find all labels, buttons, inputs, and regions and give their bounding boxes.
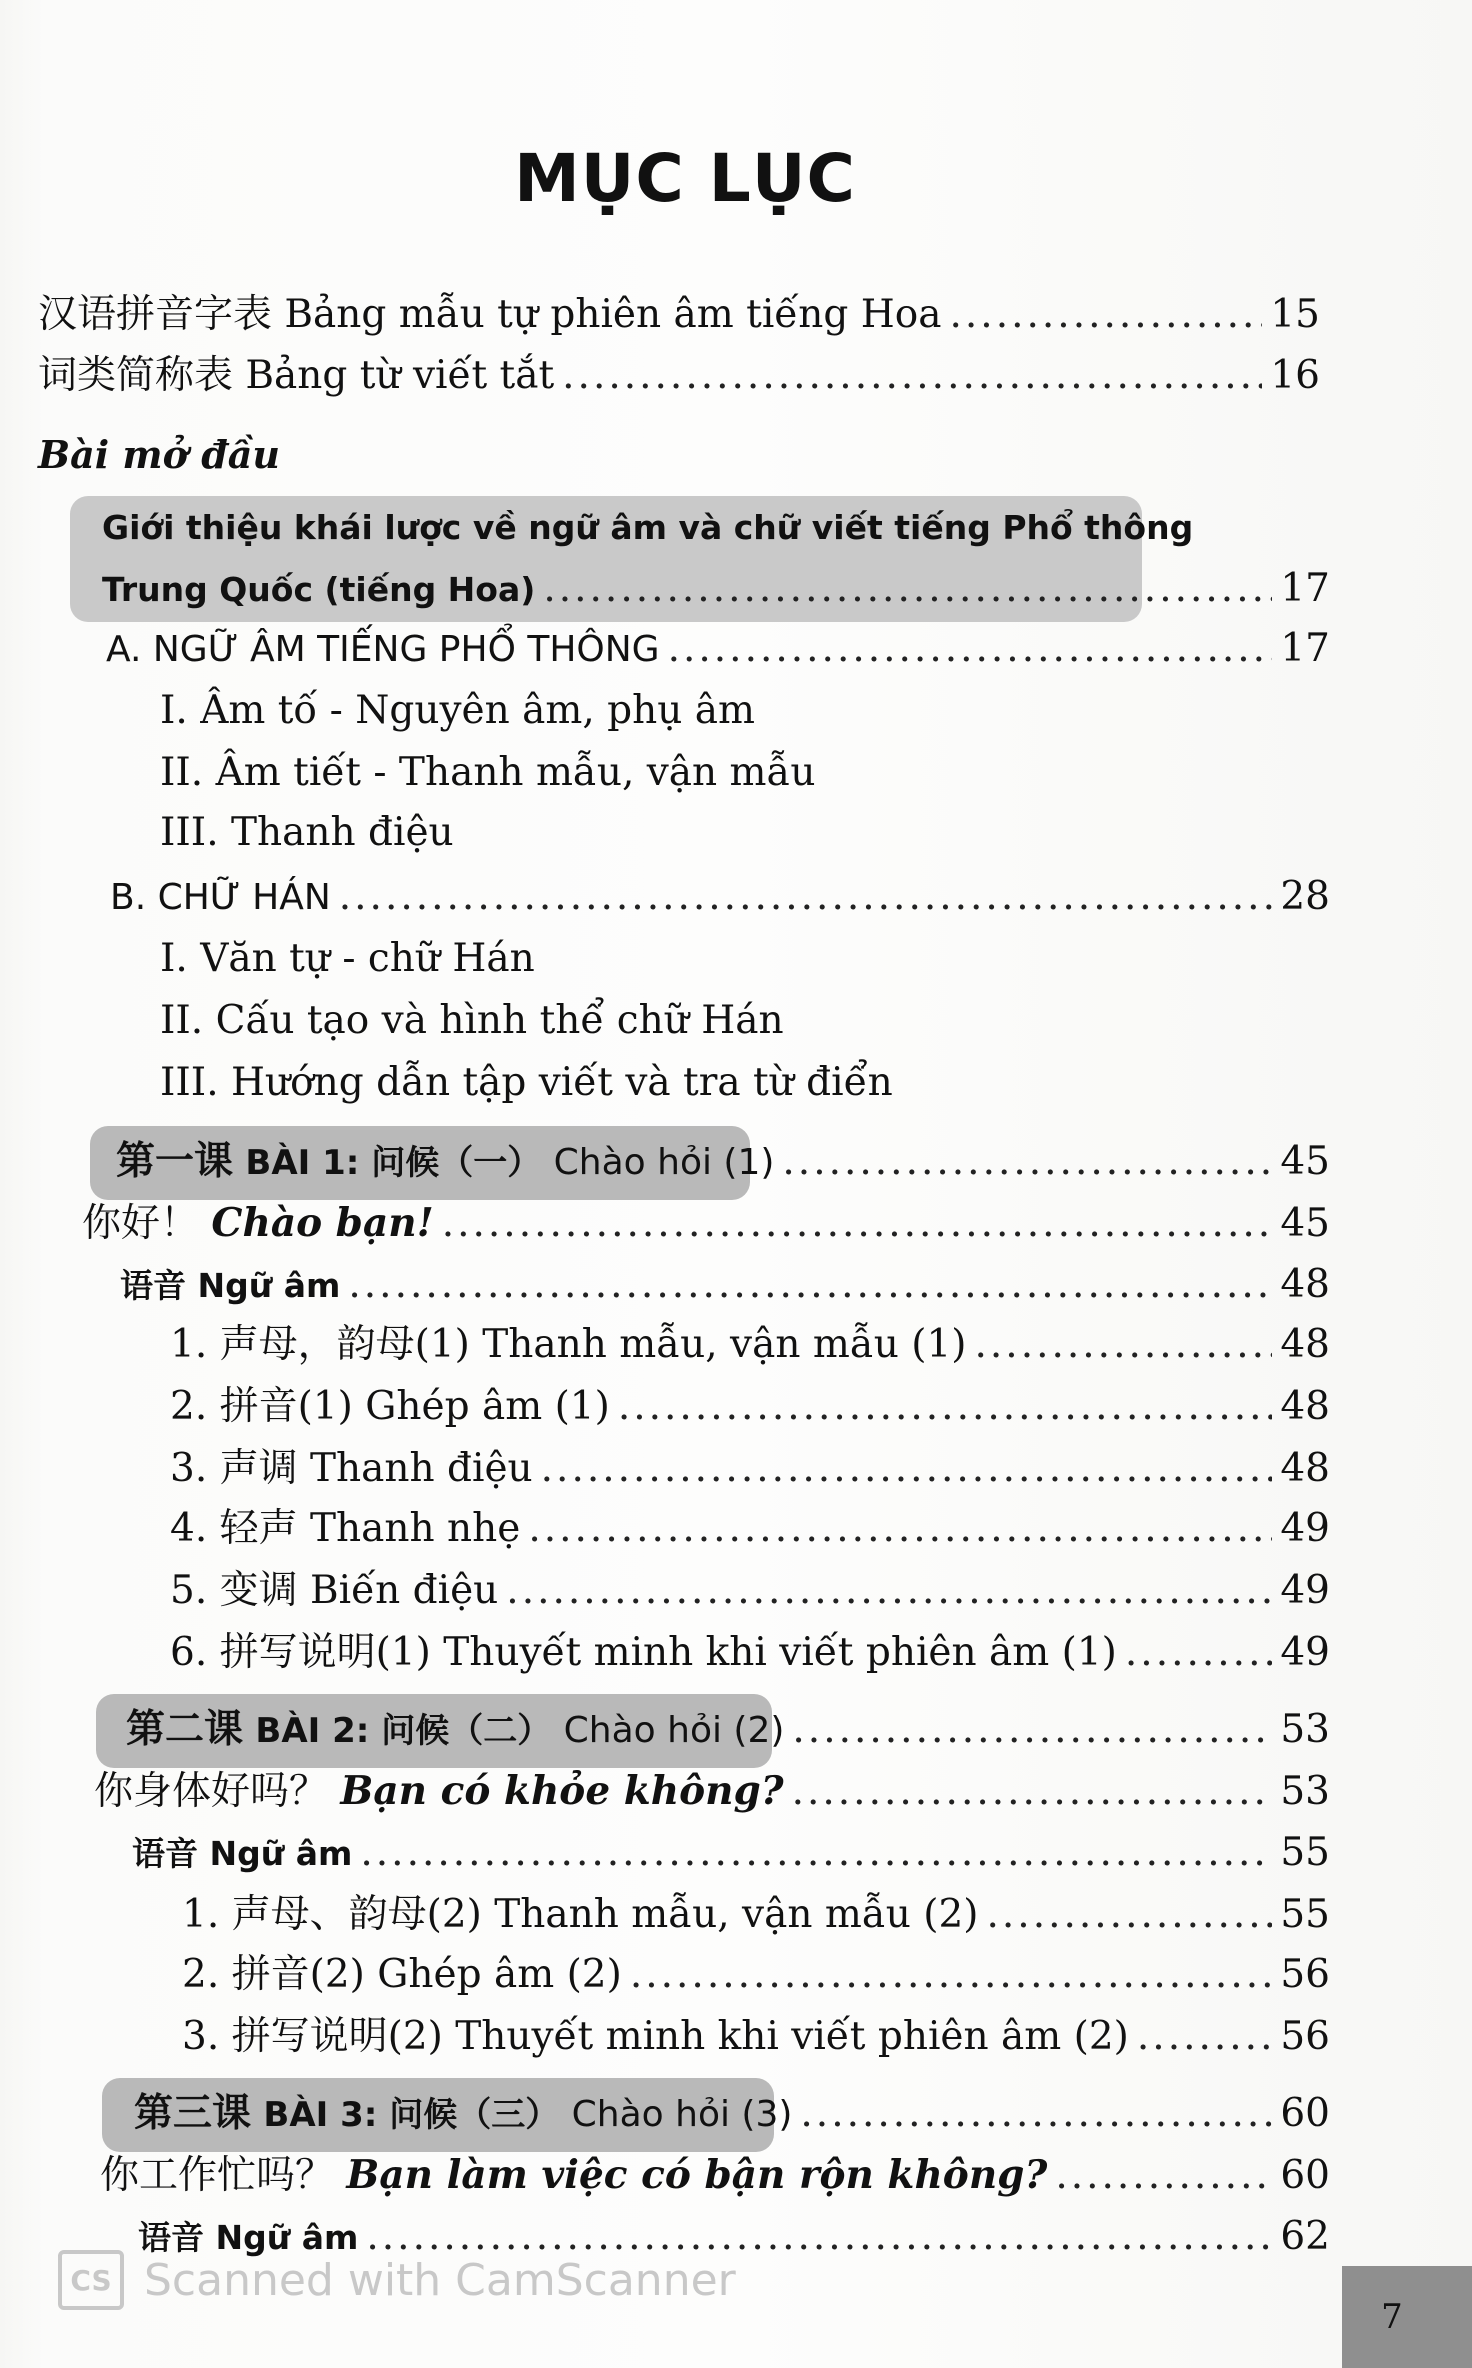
toc-entry-label: 汉语拼音字表 Bảng mẫu tự phiên âm tiếng Hoa xyxy=(38,292,942,337)
camscanner-logo-icon: CS xyxy=(58,2250,124,2310)
leader-dots xyxy=(792,1769,1273,1816)
toc-entry-label: 词类简称表 Bảng từ viết tắt xyxy=(38,353,555,398)
toc-entry-page: 15 xyxy=(1270,292,1320,337)
toc-subitem-page: 1. 声母，韵母(1) Thanh mẫu, vận mẫu (1) ..... 48 xyxy=(170,1322,1330,1369)
leader-dots xyxy=(800,2091,1272,2138)
toc-subitem: III. Hướng dẫn tập viết và tra từ điển xyxy=(160,1060,893,1105)
leader-dots xyxy=(543,566,1272,613)
leader-dots xyxy=(348,1262,1272,1309)
page-number-tab xyxy=(1342,2266,1472,2368)
page-title: MỤC LỤC xyxy=(514,140,856,217)
toc-subitem-page: 1. 声母、韵母(2) Thanh mẫu, vận mẫu (2) ..... 55 xyxy=(182,1892,1330,1939)
toc-subitem-page: 2. 拼音(1) Ghép âm (1) ..... 48 xyxy=(170,1384,1330,1431)
leader-dots xyxy=(562,353,1262,400)
toc-subitem-page: 3. 声调 Thanh điệu ..... 48 xyxy=(170,1446,1330,1493)
leader-dots xyxy=(950,292,1263,339)
toc-subitem-page: 3. 拼写说明(2) Thuyết minh khi viết phiên âm (2) ..... 56 xyxy=(182,2014,1330,2061)
section-heading-intro: Bài mở đầu xyxy=(38,432,281,477)
toc-subitem: II. Âm tiết - Thanh mẫu, vận mẫu xyxy=(160,750,816,795)
toc-entry-page: 16 xyxy=(1270,353,1320,398)
toc-entry-abbrev xyxy=(38,353,1320,400)
toc-entry-lesson3: 第三课 BÀI 3: 问候（三） Chào hỏi (3) ..... 60 xyxy=(134,2090,1330,2138)
toc-entry-lesson1-dialog: 你好！ Chào bạn! ..... 45 xyxy=(82,1200,1330,1248)
toc-entry-lesson3-dialog: 你工作忙吗？ Bạn làm việc có bận rộn không? ..... 60 xyxy=(100,2152,1330,2200)
toc-entry-lesson2: 第二课 BÀI 2: 问候（二） Chào hỏi (2) ..... 53 xyxy=(126,1706,1330,1754)
toc-subitem-page: 4. 轻声 Thanh nhẹ ..... 49 xyxy=(170,1506,1330,1553)
watermark-text: Scanned with CamScanner xyxy=(144,2254,736,2306)
toc-entry-intro: Trung Quốc (tiếng Hoa) ..... 17 xyxy=(102,566,1330,613)
toc-entry-lesson3-phonetics: 语音 Ngữ âm ..... 62 xyxy=(138,2214,1330,2261)
toc-subitem-page: 6. 拼写说明(1) Thuyết minh khi viết phiên âm (1) ..... 49 xyxy=(170,1630,1330,1677)
toc-entry-alphabet xyxy=(38,292,1320,339)
camscanner-watermark xyxy=(58,2250,736,2310)
intro-box-line1: Giới thiệu khái lược về ngữ âm và chữ viết tiếng Phổ thông xyxy=(102,508,1194,547)
toc-entry-lesson1: 第一课 BÀI 1: 问候（一） Chào hỏi (1) ..... 45 xyxy=(116,1138,1330,1186)
leader-dots xyxy=(1055,2153,1272,2200)
leader-dots xyxy=(782,1139,1272,1186)
toc-entry-lesson2-phonetics: 语音 Ngữ âm ..... 55 xyxy=(132,1830,1330,1877)
toc-subitem-page: 5. 变调 Biến điệu ..... 49 xyxy=(170,1568,1330,1615)
leader-dots xyxy=(339,874,1273,921)
toc-entry-lesson2-dialog: 你身体好吗？ Bạn có khỏe không? ..... 53 xyxy=(94,1768,1330,1816)
toc-entry-b: B. CHỮ HÁN ..... 28 xyxy=(110,874,1330,921)
page-number: 7 xyxy=(1381,2297,1403,2337)
toc-entry-a: A. NGỮ ÂM TIẾNG PHỔ THÔNG ..... 17 xyxy=(106,626,1330,673)
leader-dots xyxy=(668,626,1273,673)
toc-entry-lesson1-phonetics: 语音 Ngữ âm ..... 48 xyxy=(120,1262,1330,1309)
toc-subitem-page: 2. 拼音(2) Ghép âm (2) ..... 56 xyxy=(182,1952,1330,1999)
toc-subitem: I. Âm tố - Nguyên âm, phụ âm xyxy=(160,688,755,733)
toc-subitem: III. Thanh điệu xyxy=(160,810,454,855)
leader-dots xyxy=(792,1707,1272,1754)
toc-subitem: I. Văn tự - chữ Hán xyxy=(160,936,535,981)
toc-subitem: II. Cấu tạo và hình thể chữ Hán xyxy=(160,998,784,1043)
leader-dots xyxy=(360,1830,1272,1877)
leader-dots xyxy=(442,1201,1273,1248)
